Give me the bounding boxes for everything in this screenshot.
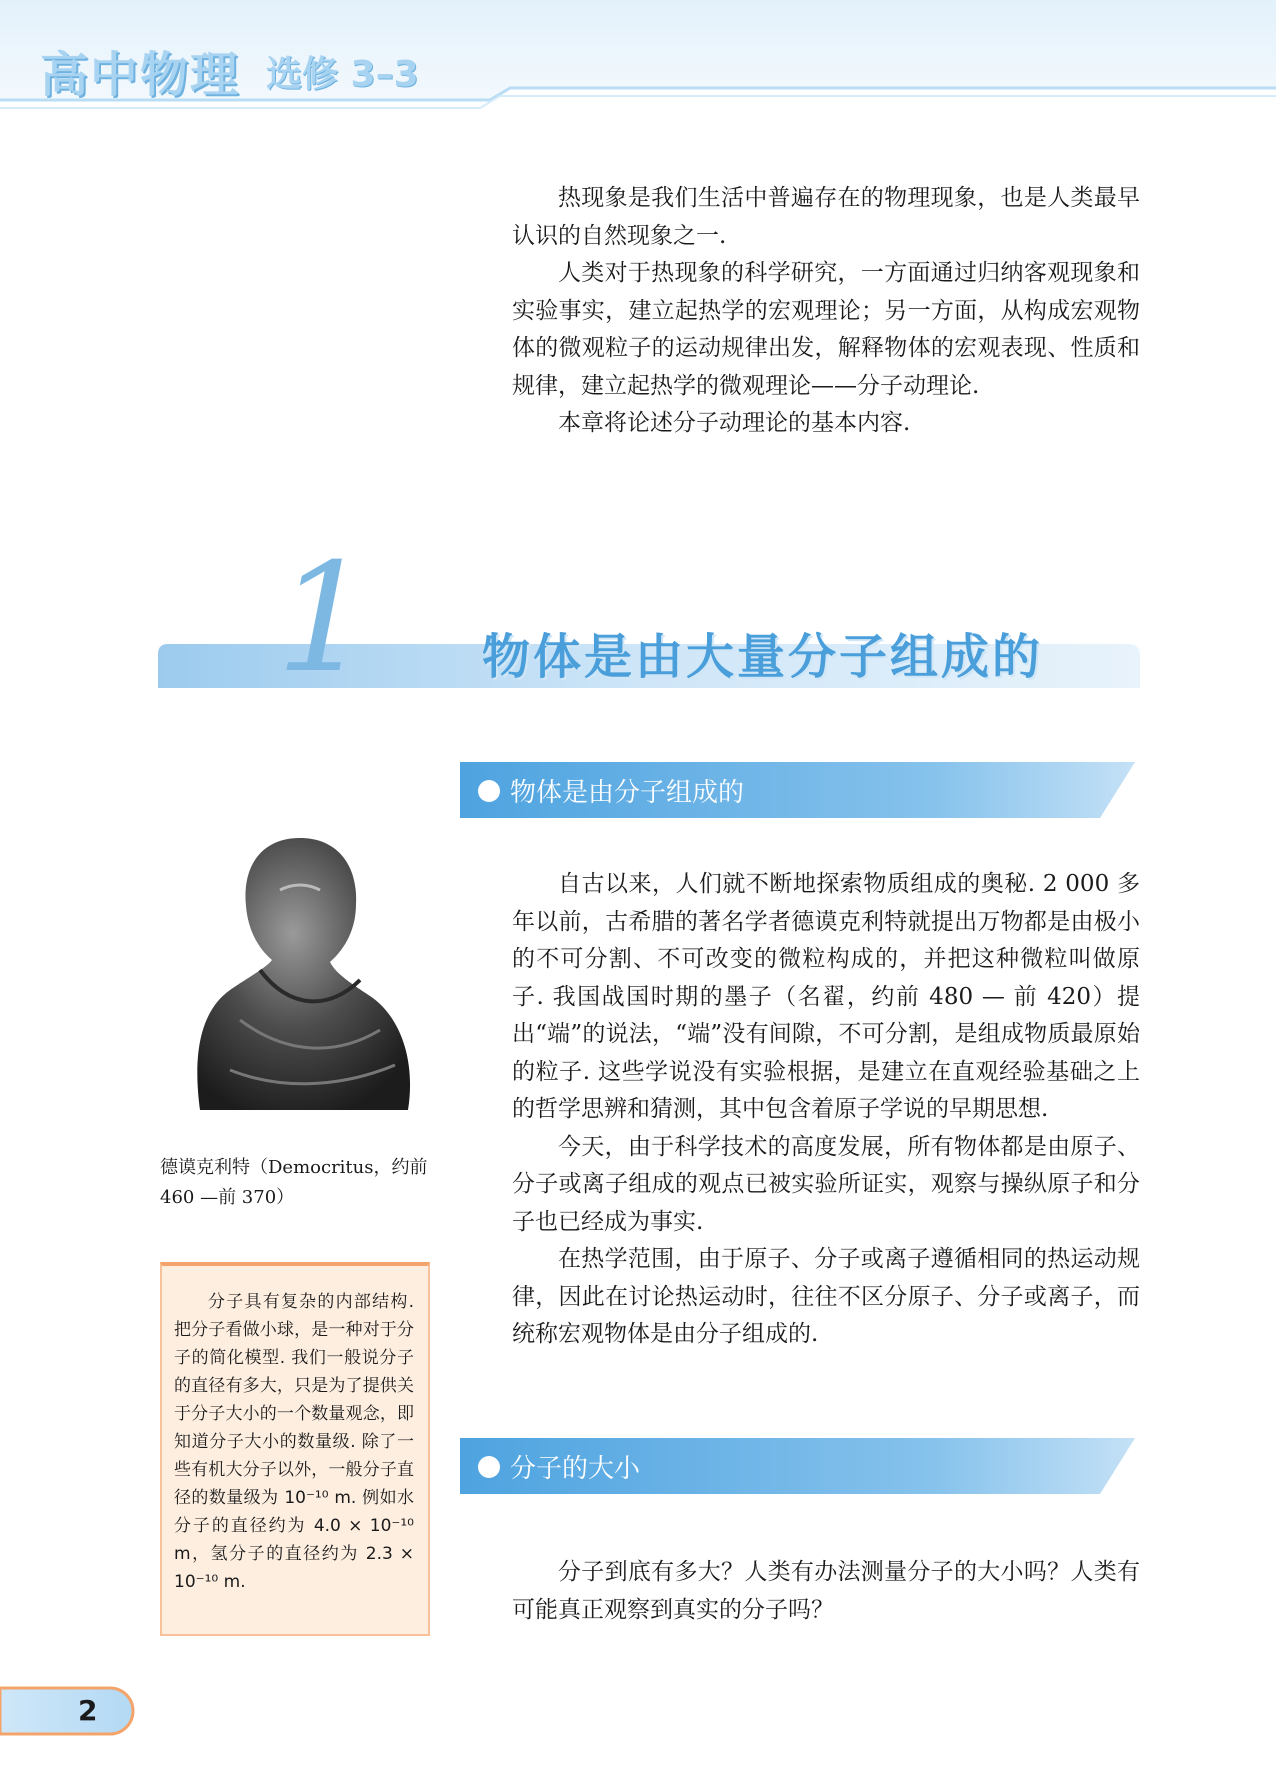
subsection-title: 分子的大小 xyxy=(510,1454,641,1484)
body-paragraph: 自古以来，人们就不断地探索物质组成的奥秘. 2 000 多年以前，古希腊的著名学者德谟克利特就提出万物都是由极小的不可分割、不可改变的微粒构成的，并把这种微粒叫做原子. 我国战国时期的墨子（名翟，约前 480 — 前 420）提出“端”的说法，“端”没有间隙，不可分割，是组成物质最原始的粒子. 这些学说没有实验根据，是建立在直观经验基础之上的哲学思辨和猜测，其中包含着原子学说的早期思想. xyxy=(512,871,1140,1122)
body-text-2 xyxy=(512,1554,1140,1629)
page-header xyxy=(0,0,1276,118)
book-subtitle: 选修 3–3 xyxy=(266,54,419,95)
intro-paragraph: 人类对于热现象的科学研究，一方面通过归纳客观现象和实验事实，建立起热学的宏观理论；另一方面，从构成宏观物体的微观粒子的运动规律出发，解释物体的宏观表现、性质和规律，建立起热学的微观理论——分子动理论. xyxy=(512,260,1140,399)
bullet-icon xyxy=(478,1456,500,1478)
page-number-tab xyxy=(0,1686,136,1736)
subsection-heading xyxy=(460,1438,1140,1494)
subsection-heading xyxy=(460,762,1140,818)
margin-note xyxy=(160,1262,430,1636)
section-number: 1 xyxy=(276,532,372,706)
bullet-icon xyxy=(478,780,500,802)
body-paragraph: 在热学范围，由于原子、分子或离子遵循相同的热运动规律，因此在讨论热运动时，往往不区分原子、分子或离子，而统称宏观物体是由分子组成的. xyxy=(512,1246,1140,1347)
body-paragraph: 今天，由于科学技术的高度发展，所有物体都是由原子、分子或离子组成的观点已被实验所证实，观察与操纵原子和分子也已经成为事实. xyxy=(512,1133,1140,1235)
subsection-title: 物体是由分子组成的 xyxy=(510,778,745,808)
section-title: 物体是由大量分子组成的 xyxy=(482,629,1044,685)
chapter-intro xyxy=(512,180,1140,443)
book-title: 高中物理 xyxy=(40,47,241,103)
page-number: 2 xyxy=(78,1694,98,1727)
body-text-1 xyxy=(512,866,1140,1354)
intro-paragraph: 热现象是我们生活中普遍存在的物理现象，也是人类最早认识的自然现象之一. xyxy=(512,185,1140,249)
figure-caption: 德谟克利特（Democritus，约前460 —前 370） xyxy=(160,1157,428,1208)
section-heading xyxy=(158,532,1140,706)
page-tab-shape xyxy=(0,1686,136,1736)
intro-paragraph: 本章将论述分子动理论的基本内容. xyxy=(558,410,911,436)
body-paragraph: 分子到底有多大？人类有办法测量分子的大小吗？人类有可能真正观察到真实的分子吗？ xyxy=(512,1559,1140,1623)
note-text: 分子具有复杂的内部结构. 把分子看做小球，是一种对于分子的简化模型. 我们一般说分子的直径有多大，只是为了提供关于分子大小的一个数量观念，即知道分子大小的数量级. 除了一些有机大分子以外，一般分子直径的数量级为 10⁻¹⁰ m. 例如水分子的直径约为 4.0 × 10⁻¹⁰ m，氢分子的直径约为 2.3 × 10⁻¹⁰ m. xyxy=(174,1292,414,1592)
democritus-bust-image xyxy=(180,820,420,1120)
